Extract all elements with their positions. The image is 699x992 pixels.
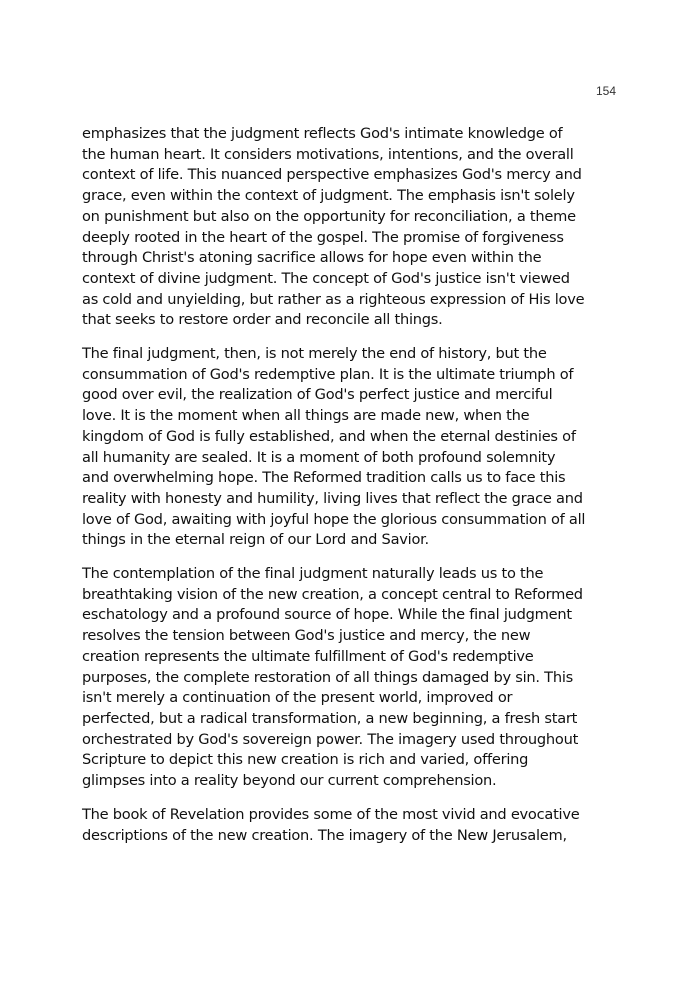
body-text (82, 124, 622, 859)
paragraph (82, 805, 622, 846)
text-line: kingdom of God is fully established, and when the eternal destinies of (82, 427, 576, 445)
text-line: breathtaking vision of the new creation, a concept central to Reformed (82, 585, 583, 603)
text-line: through Christ's atoning sacrifice allows for hope even within the (82, 249, 542, 267)
text-line: things in the eternal reign of our Lord and Savior. (82, 531, 429, 549)
text-line: emphasizes that the judgment reflects God's intimate knowledge of (82, 125, 563, 142)
text-line: glimpses into a reality beyond our current comprehension. (82, 772, 497, 790)
text-line: The final judgment, then, is not merely the end of history, but the (82, 345, 547, 363)
text-line: resolves the tension between God's justice and mercy, the new (82, 627, 531, 645)
text-line: descriptions of the new creation. The imagery of the New Jerusalem, (82, 826, 567, 844)
text-line: love of God, awaiting with joyful hope the glorious consummation of all (82, 510, 586, 528)
paragraph (82, 564, 622, 792)
text-line: the human heart. It considers motivations, intentions, and the overall (82, 145, 574, 163)
text-line: all humanity are sealed. It is a moment of both profound solemnity (82, 448, 556, 466)
text-line: The contemplation of the final judgment naturally leads us to the (82, 565, 544, 583)
page-number: 154 (595, 84, 616, 98)
paragraph (82, 344, 622, 551)
text-line: The book of Revelation provides some of the most vivid and evocative (82, 805, 580, 823)
text-line: isn't merely a continuation of the present world, improved or (82, 689, 513, 707)
text-line: Scripture to depict this new creation is rich and varied, offering (82, 751, 529, 769)
text-line: creation represents the ultimate fulfillment of God's redemptive (82, 647, 534, 665)
text-line: context of divine judgment. The concept of God's justice isn't viewed (82, 269, 570, 287)
paragraph (82, 124, 622, 331)
text-line: reality with honesty and humility, living lives that reflect the grace and (82, 489, 583, 507)
text-line: context of life. This nuanced perspective emphasizes God's mercy and (82, 166, 582, 184)
text-line: good over evil, the realization of God's perfect justice and merciful (82, 386, 553, 404)
text-line: consummation of God's redemptive plan. It is the ultimate triumph of (82, 365, 574, 383)
text-line: orchestrated by God's sovereign power. The imagery used throughout (82, 730, 579, 748)
text-line: grace, even within the context of judgment. The emphasis isn't solely (82, 187, 575, 205)
text-line: perfected, but a radical transformation, a new beginning, a fresh start (82, 709, 578, 727)
text-line: as cold and unyielding, but rather as a righteous expression of His love (82, 290, 585, 308)
text-line: on punishment but also on the opportunity for reconciliation, a theme (82, 207, 576, 225)
text-line: and overwhelming hope. The Reformed tradition calls us to face this (82, 469, 566, 487)
text-line: purposes, the complete restoration of all things damaged by sin. This (82, 668, 573, 686)
text-line: deeply rooted in the heart of the gospel. The promise of forgiveness (82, 228, 564, 246)
text-line: that seeks to restore order and reconcile all things. (82, 311, 443, 329)
text-line: eschatology and a profound source of hope. While the final judgment (82, 606, 572, 624)
text-line: love. It is the moment when all things are made new, when the (82, 407, 530, 425)
